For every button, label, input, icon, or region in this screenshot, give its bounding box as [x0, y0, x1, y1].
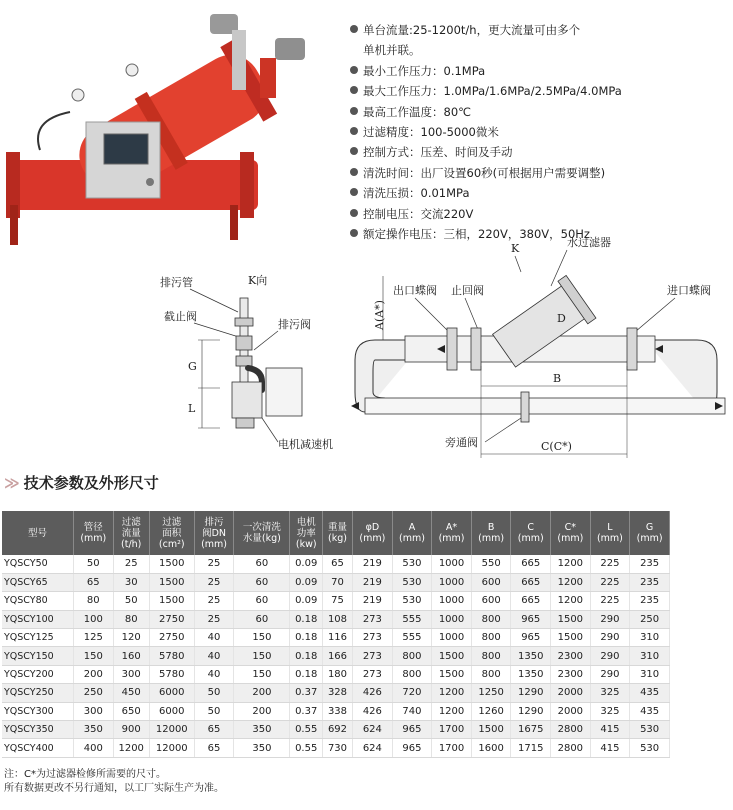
table-cell: 450	[113, 684, 149, 702]
label-motor: 电机减速机	[278, 438, 333, 451]
bullet-icon	[350, 66, 358, 74]
label-check-valve: 止回阀	[451, 284, 484, 297]
label-drain-pipe: 排污管	[160, 276, 193, 289]
table-cell: 40	[194, 665, 234, 683]
bullet-icon	[350, 147, 358, 155]
table-header-cell: φD (mm)	[353, 511, 393, 555]
table-cell: 400	[74, 739, 114, 757]
table-cell: 555	[392, 629, 432, 647]
table-cell: 225	[590, 555, 630, 573]
table-cell: 60	[234, 573, 290, 591]
table-row	[2, 573, 670, 591]
table-cell: 1000	[432, 610, 472, 628]
label-inlet-valve: 进口蝶阀	[667, 284, 711, 297]
table-cell: 2800	[551, 721, 591, 739]
table-header-cell: 一次清洗 水量(kg)	[234, 511, 290, 555]
table-cell: 290	[590, 610, 630, 628]
table-cell: 965	[511, 629, 551, 647]
table-cell: 290	[590, 647, 630, 665]
table-cell: 2000	[551, 702, 591, 720]
table-cell: 2300	[551, 665, 591, 683]
table-cell: 0.55	[290, 721, 322, 739]
table-cell: 1290	[511, 702, 551, 720]
bullet-icon	[350, 168, 358, 176]
table-cell: 692	[322, 721, 352, 739]
table-cell: 65	[322, 555, 352, 573]
table-cell: 2750	[149, 629, 194, 647]
table-cell: 30	[113, 573, 149, 591]
table-row	[2, 702, 670, 720]
table-cell: 530	[630, 739, 670, 757]
label-k-view: K向	[248, 274, 268, 287]
table-cell: 530	[392, 573, 432, 591]
table-cell: YQSCY150	[2, 647, 74, 665]
table-header-cell: 过滤 面积 (cm²)	[149, 511, 194, 555]
table-cell: 290	[590, 665, 630, 683]
table-row	[2, 629, 670, 647]
spec-item: 额定操作电压：三相，220V，380V，50Hz	[350, 224, 730, 244]
table-cell: 150	[234, 647, 290, 665]
table-cell: 325	[590, 684, 630, 702]
spec-item: 控制电压：交流220V	[350, 204, 730, 224]
table-cell: 800	[471, 629, 511, 647]
table-cell: 1200	[432, 702, 472, 720]
table-cell: 310	[630, 665, 670, 683]
table-cell: YQSCY350	[2, 721, 74, 739]
spec-item: 控制方式：压差、时间及手动	[350, 142, 730, 162]
table-cell: 273	[353, 610, 393, 628]
label-k: K	[511, 242, 520, 255]
table-header-cell: B (mm)	[471, 511, 511, 555]
table-header-cell: 型号	[2, 511, 74, 555]
table-cell: 730	[322, 739, 352, 757]
table-cell: YQSCY125	[2, 629, 74, 647]
table-cell: 150	[234, 629, 290, 647]
table-cell: 120	[113, 629, 149, 647]
table-cell: 1500	[551, 610, 591, 628]
table-cell: 40	[194, 647, 234, 665]
table-cell: 1200	[551, 592, 591, 610]
label-bypass-valve: 旁通阀	[445, 436, 478, 449]
bullet-icon	[350, 127, 358, 135]
label-a: A(A*)	[373, 300, 386, 330]
table-cell: 900	[113, 721, 149, 739]
table-cell: 665	[511, 573, 551, 591]
table-header-cell: 排污 阀DN (mm)	[194, 511, 234, 555]
table-cell: YQSCY400	[2, 739, 74, 757]
product-photo	[0, 0, 320, 250]
table-header-cell: C* (mm)	[551, 511, 591, 555]
note-line: 所有数据更改不另行通知，以工厂实际生产为准。	[4, 783, 224, 794]
table-cell: 965	[392, 739, 432, 757]
table-cell: YQSCY300	[2, 702, 74, 720]
table-cell: 80	[74, 592, 114, 610]
table-header-cell: A (mm)	[392, 511, 432, 555]
label-drain-valve: 排污阀	[278, 318, 311, 331]
table-cell: 25	[194, 555, 234, 573]
table-cell: 25	[194, 592, 234, 610]
table-cell: 530	[630, 721, 670, 739]
table-cell: YQSCY50	[2, 555, 74, 573]
label-l: L	[188, 402, 196, 415]
table-cell: 219	[353, 573, 393, 591]
table-cell: 1290	[511, 684, 551, 702]
table-cell: 310	[630, 647, 670, 665]
table-cell: 415	[590, 739, 630, 757]
spec-list	[350, 20, 730, 244]
table-cell: 273	[353, 665, 393, 683]
label-outlet-valve: 出口蝶阀	[393, 284, 437, 297]
label-g: G	[188, 360, 197, 373]
table-cell: 60	[234, 592, 290, 610]
table-cell: YQSCY65	[2, 573, 74, 591]
table-cell: 200	[74, 665, 114, 683]
table-row	[2, 555, 670, 573]
table-cell: 100	[74, 610, 114, 628]
table-cell: 150	[234, 665, 290, 683]
table-cell: 50	[194, 702, 234, 720]
spec-item: 最小工作压力：0.1MPa	[350, 61, 730, 81]
table-row	[2, 592, 670, 610]
table-cell: 160	[113, 647, 149, 665]
table-cell: 0.37	[290, 684, 322, 702]
table-row	[2, 739, 670, 757]
table-cell: 0.18	[290, 647, 322, 665]
table-cell: 800	[392, 647, 432, 665]
table-cell: 1700	[432, 721, 472, 739]
table-cell: 273	[353, 629, 393, 647]
table-cell: 1200	[113, 739, 149, 757]
table-cell: 40	[194, 629, 234, 647]
spec-item: 最高工作温度：80℃	[350, 102, 730, 122]
installation-diagram	[345, 232, 733, 472]
table-cell: 1500	[551, 629, 591, 647]
table-cell: 624	[353, 739, 393, 757]
table-cell: 665	[511, 555, 551, 573]
table-cell: 1250	[471, 684, 511, 702]
table-header-cell: C (mm)	[511, 511, 551, 555]
table-cell: 1500	[432, 665, 472, 683]
section-title: ≫ 技术参数及外形尺寸	[4, 474, 159, 492]
table-cell: 250	[630, 610, 670, 628]
table-cell: 325	[590, 702, 630, 720]
table-cell: 1200	[551, 573, 591, 591]
table-cell: 0.55	[290, 739, 322, 757]
table-cell: 530	[392, 592, 432, 610]
table-cell: 235	[630, 573, 670, 591]
table-cell: 1500	[149, 573, 194, 591]
table-cell: 300	[113, 665, 149, 683]
table-cell: 800	[392, 665, 432, 683]
table-cell: 0.09	[290, 592, 322, 610]
table-cell: 1200	[551, 555, 591, 573]
k-view-diagram	[150, 270, 340, 470]
table-cell: 800	[471, 647, 511, 665]
table-cell: 225	[590, 573, 630, 591]
table-cell: 219	[353, 592, 393, 610]
table-cell: 965	[511, 610, 551, 628]
table-cell: 0.18	[290, 610, 322, 628]
table-cell: 75	[322, 592, 352, 610]
spec-item: 单机并联。	[363, 43, 421, 58]
table-cell: 600	[471, 573, 511, 591]
table-cell: 273	[353, 647, 393, 665]
table-cell: 0.09	[290, 573, 322, 591]
table-cell: 1700	[432, 739, 472, 757]
table-cell: 720	[392, 684, 432, 702]
table-cell: 300	[74, 702, 114, 720]
bullet-icon	[350, 25, 358, 33]
label-c: C(C*)	[541, 440, 572, 453]
table-cell: 6000	[149, 684, 194, 702]
spec-item: 单台流量:25-1200t/h，更大流量可由多个	[350, 20, 730, 40]
table-header-cell: 过滤 流量 (t/h)	[113, 511, 149, 555]
bullet-icon	[350, 209, 358, 217]
table-row	[2, 647, 670, 665]
table-cell: 1000	[432, 573, 472, 591]
table-header-cell: 重量 (kg)	[322, 511, 352, 555]
table-cell: 530	[392, 555, 432, 573]
table-cell: 1200	[432, 684, 472, 702]
table-cell: 235	[630, 592, 670, 610]
table-cell: 225	[590, 592, 630, 610]
table-cell: 0.09	[290, 555, 322, 573]
table-cell: 235	[630, 555, 670, 573]
table-cell: 310	[630, 629, 670, 647]
table-cell: 1350	[511, 647, 551, 665]
table-cell: 426	[353, 702, 393, 720]
table-header-cell: 管径 (mm)	[74, 511, 114, 555]
table-cell: 435	[630, 684, 670, 702]
table-cell: 1000	[432, 592, 472, 610]
table-cell: 5780	[149, 647, 194, 665]
table-cell: 1000	[432, 629, 472, 647]
table-cell: 555	[392, 610, 432, 628]
table-cell: 25	[194, 573, 234, 591]
table-cell: 650	[113, 702, 149, 720]
notes	[4, 768, 224, 796]
table-cell: 125	[74, 629, 114, 647]
note-line: 注：C*为过滤器检修所需要的尺寸。	[4, 769, 166, 780]
table-cell: 624	[353, 721, 393, 739]
table-cell: 2300	[551, 647, 591, 665]
bullet-icon	[350, 86, 358, 94]
table-cell: 180	[322, 665, 352, 683]
table-cell: 0.18	[290, 629, 322, 647]
table-cell: 600	[471, 592, 511, 610]
table-header-cell: G (mm)	[630, 511, 670, 555]
parameters-table	[2, 511, 670, 758]
table-cell: 5780	[149, 665, 194, 683]
table-cell: 800	[471, 665, 511, 683]
table-cell: 200	[234, 684, 290, 702]
table-cell: 415	[590, 721, 630, 739]
table-cell: 290	[590, 629, 630, 647]
table-cell: YQSCY100	[2, 610, 74, 628]
table-cell: 1500	[471, 721, 511, 739]
table-cell: 1500	[149, 555, 194, 573]
table-cell: 350	[234, 739, 290, 757]
table-cell: 1715	[511, 739, 551, 757]
table-header-cell: L (mm)	[590, 511, 630, 555]
table-cell: 350	[234, 721, 290, 739]
table-body	[2, 555, 670, 757]
table-row	[2, 721, 670, 739]
table-cell: 65	[194, 721, 234, 739]
spec-item: 清洗时间：出厂设置60秒(可根据用户需要调整)	[350, 163, 730, 183]
table-cell: 1000	[432, 555, 472, 573]
table-cell: 50	[113, 592, 149, 610]
spec-item: 最大工作压力：1.0MPa/1.6MPa/2.5MPa/4.0MPa	[350, 81, 730, 101]
table-cell: 1500	[149, 592, 194, 610]
table-cell: 2750	[149, 610, 194, 628]
spec-item: 清洗压损：0.01MPa	[350, 183, 730, 203]
table-cell: 2000	[551, 684, 591, 702]
table-cell: 50	[194, 684, 234, 702]
double-chevron-icon: ≫	[4, 474, 20, 492]
table-cell: 1350	[511, 665, 551, 683]
table-cell: 338	[322, 702, 352, 720]
table-cell: 50	[74, 555, 114, 573]
table-cell: 25	[113, 555, 149, 573]
table-cell: 740	[392, 702, 432, 720]
table-cell: 800	[471, 610, 511, 628]
spec-item: 过滤精度：100-5000微米	[350, 122, 730, 142]
label-stop-valve: 截止阀	[164, 310, 197, 323]
table-cell: 1600	[471, 739, 511, 757]
table-cell: 1675	[511, 721, 551, 739]
table-cell: 328	[322, 684, 352, 702]
table-cell: 70	[322, 573, 352, 591]
table-cell: 116	[322, 629, 352, 647]
table-cell: 350	[74, 721, 114, 739]
label-filter: 水过滤器	[567, 236, 611, 249]
table-cell: 108	[322, 610, 352, 628]
label-d: D	[557, 312, 566, 325]
label-b: B	[553, 372, 562, 385]
table-cell: 426	[353, 684, 393, 702]
table-cell: 550	[471, 555, 511, 573]
table-row	[2, 684, 670, 702]
table-cell: 219	[353, 555, 393, 573]
table-cell: 25	[194, 610, 234, 628]
table-cell: 665	[511, 592, 551, 610]
table-cell: 150	[74, 647, 114, 665]
table-cell: 1500	[432, 647, 472, 665]
table-row	[2, 665, 670, 683]
table-header-row	[2, 511, 670, 555]
table-cell: 435	[630, 702, 670, 720]
table-row	[2, 610, 670, 628]
table-cell: 0.18	[290, 665, 322, 683]
table-cell: 12000	[149, 721, 194, 739]
table-cell: 0.37	[290, 702, 322, 720]
table-header-cell: A* (mm)	[432, 511, 472, 555]
table-cell: 1260	[471, 702, 511, 720]
table-cell: 60	[234, 610, 290, 628]
bullet-icon	[350, 107, 358, 115]
table-cell: YQSCY200	[2, 665, 74, 683]
bullet-icon	[350, 188, 358, 196]
table-cell: 6000	[149, 702, 194, 720]
table-cell: 65	[74, 573, 114, 591]
table-cell: YQSCY250	[2, 684, 74, 702]
table-cell: 80	[113, 610, 149, 628]
table-cell: YQSCY80	[2, 592, 74, 610]
table-cell: 965	[392, 721, 432, 739]
table-cell: 166	[322, 647, 352, 665]
table-cell: 12000	[149, 739, 194, 757]
table-cell: 200	[234, 702, 290, 720]
table-cell: 60	[234, 555, 290, 573]
table-cell: 65	[194, 739, 234, 757]
table-cell: 2800	[551, 739, 591, 757]
table-header-cell: 电机 功率 (kw)	[290, 511, 322, 555]
table-cell: 250	[74, 684, 114, 702]
